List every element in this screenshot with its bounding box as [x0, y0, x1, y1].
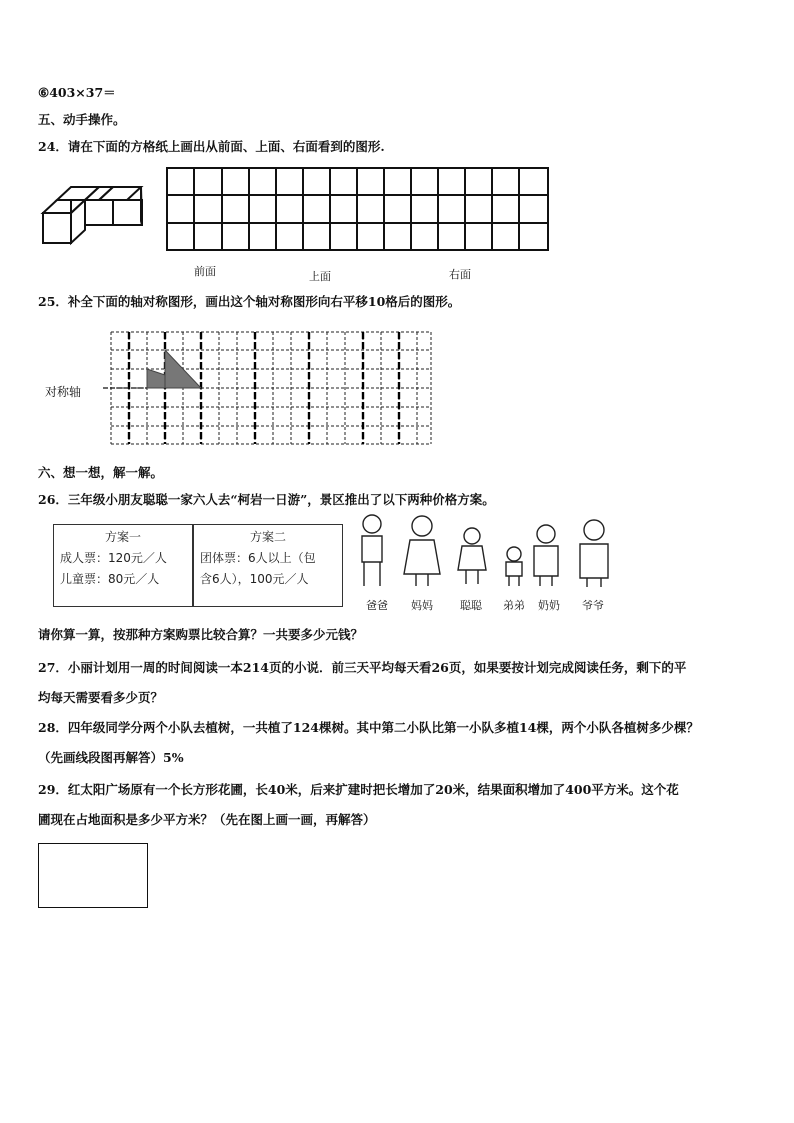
view-label-right: 右面: [449, 268, 471, 281]
plan-1-child: 儿童票：80元／人: [60, 572, 160, 586]
question-25: 25．补全下面的轴对称图形，画出这个轴对称图形向右平移10格后的图形。: [38, 294, 461, 309]
question-27-line2: 均每天需要看多少页？: [38, 690, 164, 705]
drawing-grid: [166, 167, 549, 251]
plan-2-row1: 团体票：6人以上（包: [200, 551, 316, 565]
plan-1-title: 方案一: [104, 530, 141, 544]
family-label-grandma: 奶奶: [538, 599, 560, 612]
question-28-line1: 28．四年级同学分两个小队去植树，一共植了124棵树。其中第二小队比第一小队多植14棵，两个小队各植树多少棵？: [38, 720, 699, 735]
view-label-front: 前面: [194, 265, 216, 278]
question-29-line2: 圃现在占地面积是多少平方米？（先在图上画一画，再解答）: [38, 812, 376, 827]
plan-1-box: [53, 524, 193, 607]
axis-label: 对称轴: [45, 385, 82, 399]
plan-1-adult: 成人票：120元／人: [60, 551, 167, 565]
garden-rectangle: [38, 843, 148, 908]
section-6-heading: 六、想一想，解一解。: [38, 465, 164, 480]
calc-6: ⑥403×37＝: [38, 85, 116, 100]
half-shape: [165, 350, 201, 388]
plan-2-row2: 含6人），100元／人: [200, 572, 309, 586]
family-label-grandpa: 爷爷: [582, 599, 604, 612]
question-26: 26．三年级小朋友聪聪一家六人去“柯岩一日游”，景区推出了以下两种价格方案。: [38, 492, 495, 507]
family-illustration: [352, 512, 620, 592]
question-28-line2: （先画线段图再解答）5%: [38, 750, 184, 765]
plan-2-title: 方案二: [249, 530, 286, 544]
small-triangle: [147, 369, 165, 388]
family-label-mom: 妈妈: [411, 599, 433, 612]
question-26-ask: 请你算一算，按那种方案购票比较合算？一共要多少元钱？: [38, 627, 364, 642]
question-27-line1: 27．小丽计划用一周的时间阅读一本214页的小说．前三天平均每天看26页，如果要按计划完成阅读任务，剩下的平: [38, 660, 687, 675]
family-label-dad: 爸爸: [366, 599, 388, 612]
plan-2-box: [193, 524, 343, 607]
cube-figure: [40, 183, 150, 247]
question-24: 24．请在下面的方格纸上画出从前面、上面、右面看到的图形.: [38, 139, 385, 154]
symmetry-grid: [107, 330, 433, 447]
family-label-brother: 弟弟: [503, 599, 525, 612]
view-label-top: 上面: [309, 270, 331, 283]
question-29-line1: 29．红太阳广场原有一个长方形花圃，长40米，后来扩建时把长增加了20米，结果面积增加了400平方米。这个花: [38, 782, 679, 797]
family-label-congcong: 聪聪: [460, 599, 482, 612]
section-5-heading: 五、动手操作。: [38, 112, 126, 127]
